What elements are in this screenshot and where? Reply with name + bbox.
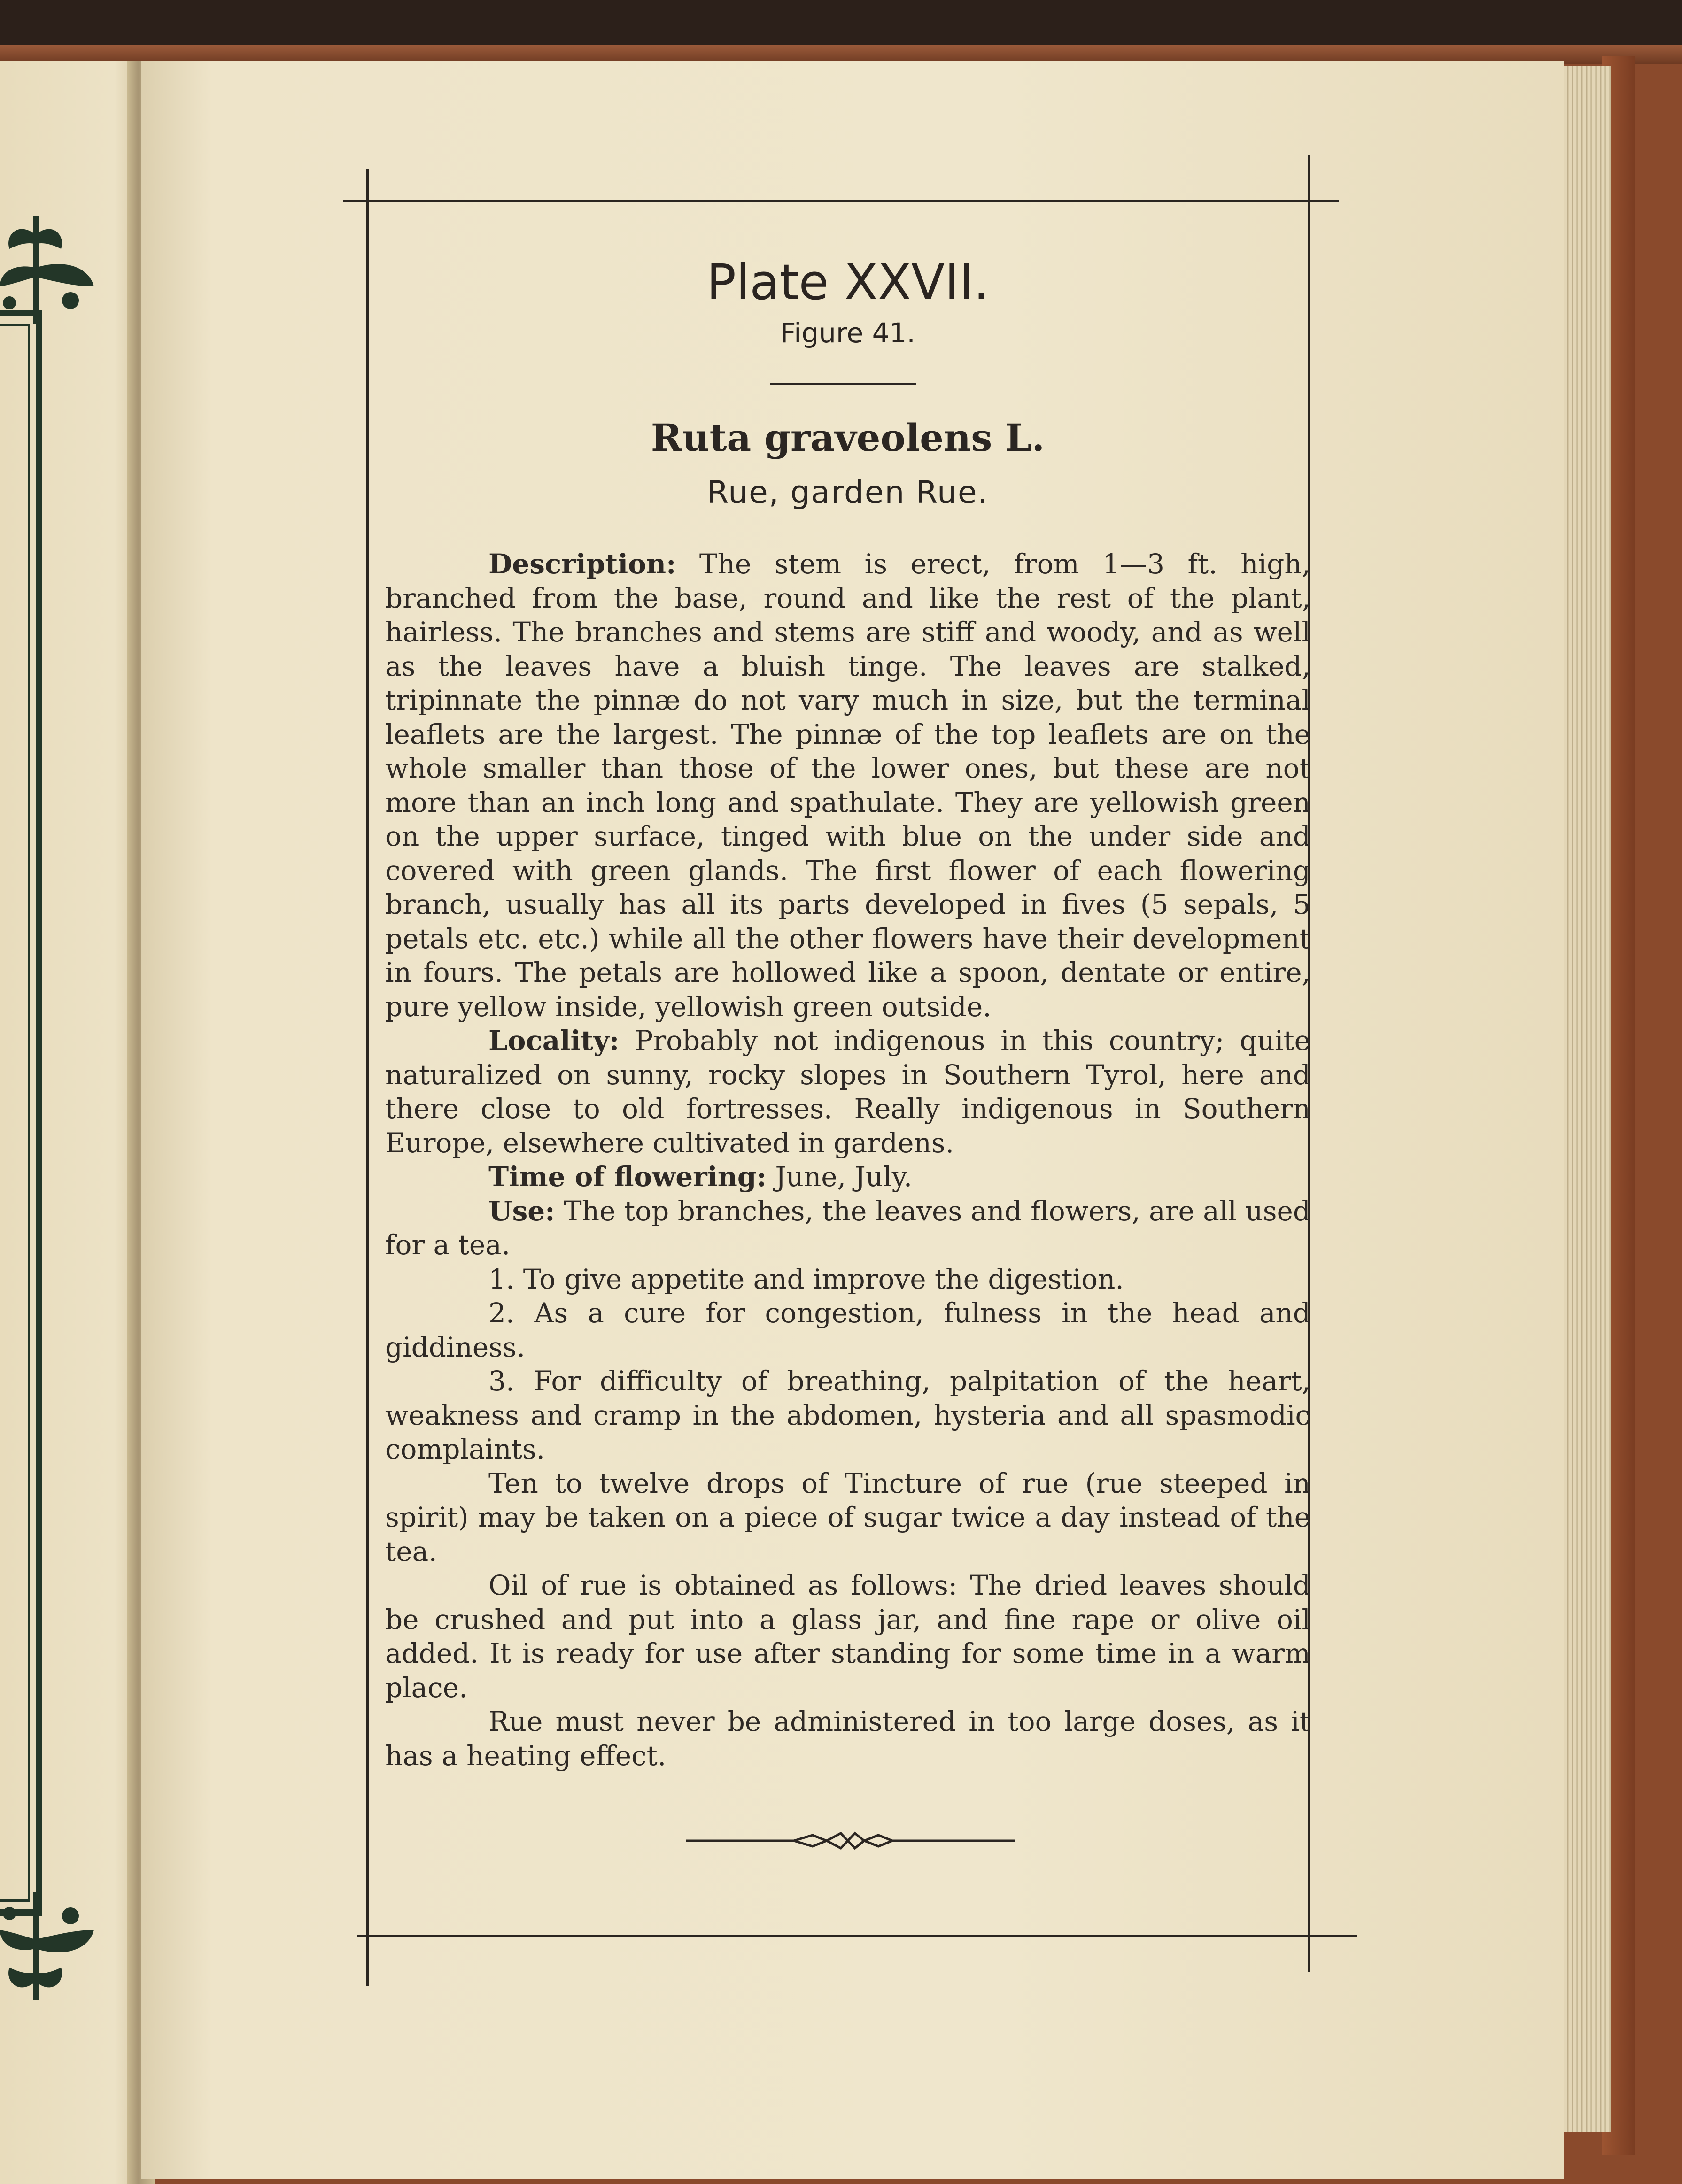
- use-item: 1. To give appetite and improve the digestion.: [488, 1263, 1124, 1295]
- locality-text: Probably not indigenous in this country; quite naturalized on sunny, rocky slopes in Southern Tyrol, here and there close to old fortresses. Really indigenous in Southern Europe, elsewhere cultivated in gardens.: [385, 1025, 1311, 1159]
- use-text: The top branches, the leaves and flowers, are all used for a tea.: [385, 1195, 1310, 1261]
- border-bottom: [357, 1935, 1357, 1937]
- left-page: [0, 61, 143, 2184]
- use-paragraph: [385, 1194, 1310, 1262]
- leaf-ornament-icon: [0, 1892, 103, 2000]
- description-label: Description:: [488, 548, 676, 580]
- description-paragraph: [385, 547, 1310, 1024]
- title-rule: [770, 383, 916, 385]
- oil-paragraph: Oil of rue is obtained as follows: The dried leaves should be crushed and put into a glass jar, and fine rape or olive oil added. It is ready for use after standing for some time in a warm place.: [385, 1569, 1310, 1704]
- border-top: [343, 200, 1339, 202]
- tincture-paragraph: Ten to twelve drops of Tincture of rue (rue steeped in spirit) may be taken on a piece of sugar twice a day instead of the tea.: [385, 1467, 1310, 1567]
- body-text: [385, 547, 1310, 1773]
- dosage-paragraph: Rue must never be administered in too large doses, as it has a heating effect.: [385, 1706, 1310, 1772]
- leaf-ornament-icon: [0, 216, 103, 324]
- common-name: Rue, garden Rue.: [707, 474, 989, 510]
- flowering-label: Time of flowering:: [488, 1161, 767, 1193]
- use-item: 2. As a cure for congestion, fulness in the head and giddiness.: [385, 1297, 1310, 1363]
- description-text: The stem is erect, from 1—3 ft. high, branched from the base, round and like the rest of the plant, hairless. The branches and stems are stiff and woody, and as well as the leaves have a bluish tinge. The leaves are stalked, tripinnate the pinnæ do not vary much in size, but the terminal leaflets are the largest. The pinnæ of the top leaflets are on the whole smaller than those of the lower ones, but these are not more than an inch long and spathulate. They are yellowish green on the upper surface, tinged with blue on the under side and covered with green glands. The first flower of each flowering branch, usually has all its parts developed in fives (5 sepals, 5 petals etc. etc.) while all the other flowers have their development in fours. The petals are hollowed like a spoon, dentate or entire, pure yellow inside, yellowish green outside.: [385, 548, 1310, 1023]
- end-ornament-icon: [686, 1831, 1015, 1850]
- border-left: [366, 169, 369, 1986]
- figure-label: Figure 41.: [780, 317, 915, 349]
- locality-label: Locality:: [488, 1025, 620, 1057]
- use-item: 3. For difficulty of breathing, palpitation of the heart, weakness and cramp in the abdomen, hysteria and all spasmodic complaints.: [385, 1365, 1310, 1465]
- species-name: Ruta graveolens L.: [651, 416, 1045, 460]
- decorative-frame-inner: [0, 324, 30, 1902]
- plate-title: Plate XXVII.: [706, 254, 989, 311]
- locality-paragraph: [385, 1024, 1310, 1160]
- flowering-paragraph: [385, 1160, 1310, 1194]
- use-label: Use:: [488, 1195, 555, 1227]
- flowering-text: June, July.: [775, 1161, 913, 1193]
